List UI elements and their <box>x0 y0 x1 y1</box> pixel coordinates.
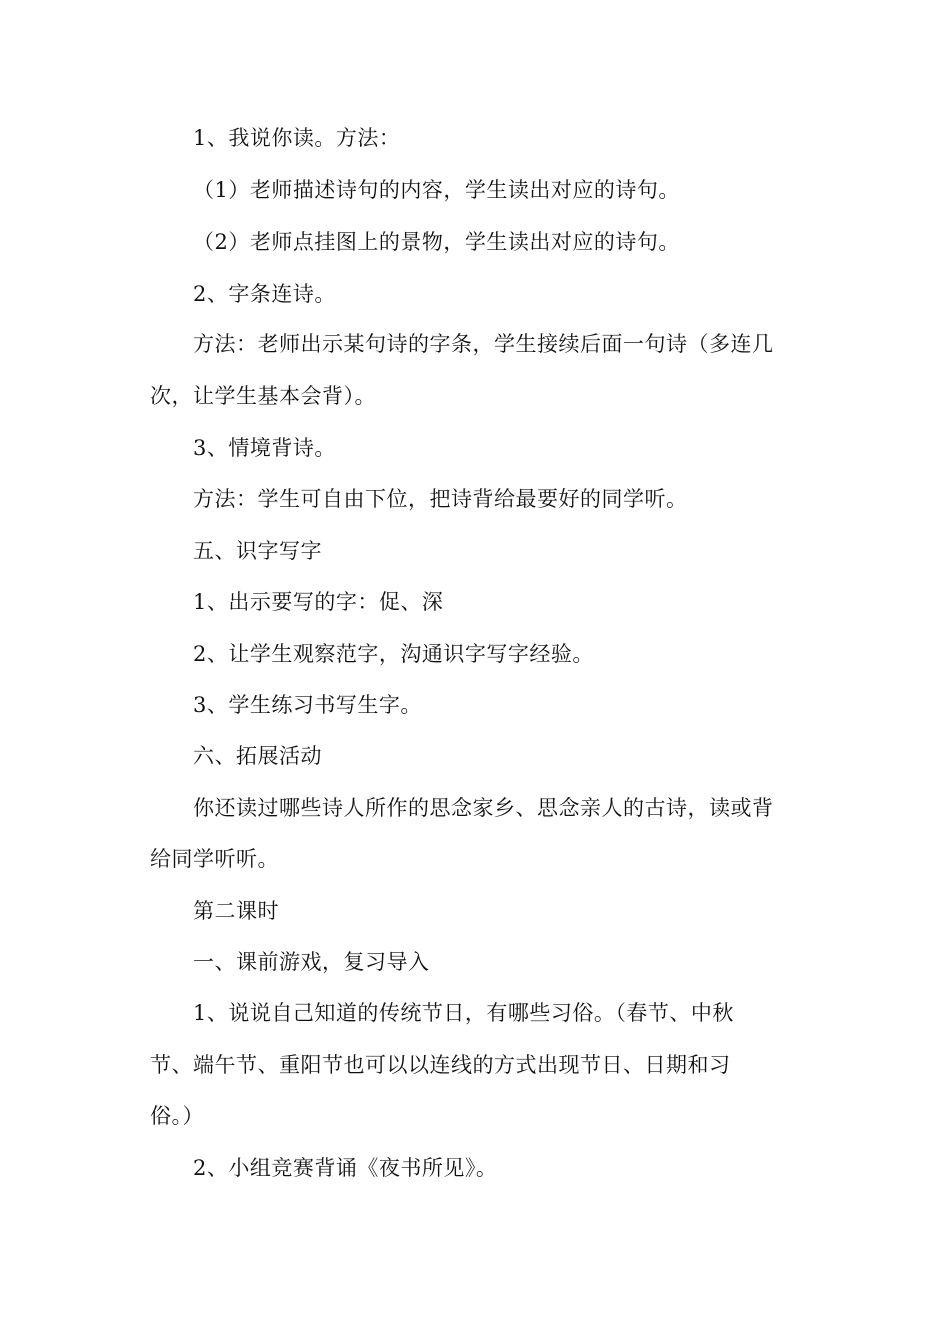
text-line: 1、说说自己知道的传统节日，有哪些习俗。（春节、中秋 <box>193 1001 734 1025</box>
text-line: 给同学听听。 <box>150 847 279 871</box>
text-line: 1、出示要写的字：促、深 <box>193 590 444 614</box>
text-line: 俗。） <box>150 1104 204 1128</box>
text-line: 次，让学生基本会背）。 <box>150 384 376 408</box>
text-line: 1、我说你读。方法： <box>193 126 401 150</box>
text-line: 2、字条连诗。 <box>193 282 336 306</box>
text-line: 2、小组竞赛背诵《夜书所见》。 <box>193 1156 498 1180</box>
text-line: （1）老师描述诗句的内容，学生读出对应的诗句。 <box>193 178 680 202</box>
text-line: 3、学生练习书写生字。 <box>193 693 422 717</box>
text-line: （2）老师点挂图上的景物，学生读出对应的诗句。 <box>193 230 680 254</box>
text-line: 方法：老师出示某句诗的字条，学生接续后面一句诗（多连几 <box>193 332 774 356</box>
text-line: 一、课前游戏，复习导入 <box>193 950 430 974</box>
text-line: 第二课时 <box>193 899 279 923</box>
text-line: 六、拓展活动 <box>193 744 322 768</box>
text-line: 2、让学生观察范字，沟通识字写字经验。 <box>193 642 594 666</box>
text-line: 你还读过哪些诗人所作的思念家乡、思念亲人的古诗，读或背 <box>193 796 774 820</box>
text-line: 节、端午节、重阳节也可以以连线的方式出现节日、日期和习 <box>150 1053 731 1077</box>
text-line: 3、情境背诗。 <box>193 436 336 460</box>
text-line: 五、识字写字 <box>193 539 322 563</box>
text-line: 方法：学生可自由下位，把诗背给最要好的同学听。 <box>193 487 688 511</box>
